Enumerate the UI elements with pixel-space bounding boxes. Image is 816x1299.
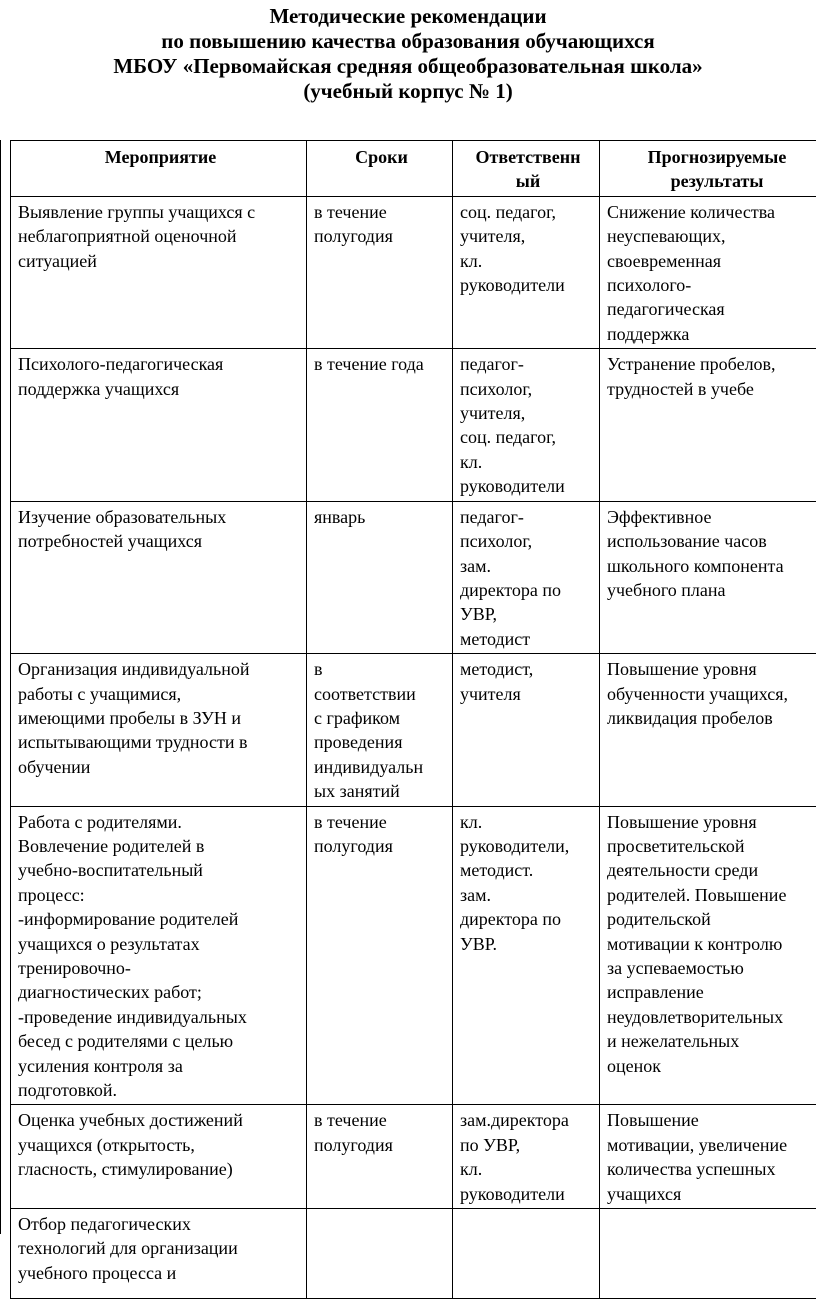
cell-text-line: в течение	[314, 200, 449, 224]
table-row	[11, 654, 816, 806]
cell-text-line: использование часов	[607, 529, 816, 553]
cell-text-line: работы с учащимися,	[18, 682, 303, 706]
cell-text-line: учащихся о результатах	[18, 932, 303, 956]
cell-text-line: просветительской	[607, 834, 816, 858]
cell-text-line: с графиком	[314, 706, 449, 730]
document-title	[0, 4, 816, 104]
cell-text-line: директора по	[460, 907, 596, 931]
cell-event	[11, 349, 307, 501]
cell-results	[600, 1209, 816, 1299]
cell-text-line: руководители	[460, 474, 596, 498]
cell-text-line: по УВР,	[460, 1133, 596, 1157]
cell-text-line: и нежелательных	[607, 1029, 816, 1053]
table-row	[11, 196, 816, 348]
cell-text-line: бесед с родителями с целью	[18, 1029, 303, 1053]
cell-text-line: директора по	[460, 578, 596, 602]
table-row	[11, 1209, 816, 1299]
cell-text-line: гласность, стимулирование)	[18, 1157, 303, 1181]
cell-text-line: Оценка учебных достижений	[18, 1108, 303, 1132]
cell-deadline	[307, 501, 453, 653]
cell-text-line: потребностей учащихся	[18, 529, 303, 553]
cell-text-line: в течение года	[314, 352, 449, 376]
cell-text-line: учебного плана	[607, 578, 816, 602]
cell-results	[600, 349, 816, 501]
cell-text-line: руководители	[460, 273, 596, 297]
header-responsible: Ответственн ый	[453, 141, 600, 197]
cell-responsible	[453, 349, 600, 501]
cell-text-line: психолого-	[607, 273, 816, 297]
cell-text-line: полугодия	[314, 834, 449, 858]
cell-text-line: -информирование родителей	[18, 907, 303, 931]
cell-text-line: имеющими пробелы в ЗУН и	[18, 706, 303, 730]
cell-text-line: обучении	[18, 755, 303, 779]
cell-text-line: неуспевающих,	[607, 224, 816, 248]
table-header-row	[11, 141, 816, 197]
cell-text-line: педагогическая	[607, 297, 816, 321]
table-row	[11, 1105, 816, 1209]
cell-text-line: Выявление группы учащихся с	[18, 200, 303, 224]
recommendations-table	[10, 140, 816, 1299]
cell-text-line: диагностических работ;	[18, 980, 303, 1004]
cell-deadline	[307, 1105, 453, 1209]
cell-text-line: зам.директора	[460, 1108, 596, 1132]
cell-event	[11, 806, 307, 1105]
cell-text-line: кл.	[460, 1157, 596, 1181]
cell-text-line: кл.	[460, 810, 596, 834]
cell-text-line: учителя,	[460, 224, 596, 248]
cell-text-line: Повышение уровня	[607, 810, 816, 834]
cell-text-line: в	[314, 657, 449, 681]
left-margin-rule	[0, 140, 1, 1234]
cell-event	[11, 654, 307, 806]
cell-text-line: учащихся	[607, 1182, 816, 1206]
cell-text-line: Повышение уровня	[607, 657, 816, 681]
cell-text-line: соответствии	[314, 682, 449, 706]
cell-text-line: неудовлетворительных	[607, 1005, 816, 1029]
cell-text-line: Вовлечение родителей в	[18, 834, 303, 858]
cell-text-line: технологий для организации	[18, 1236, 303, 1260]
cell-text-line: учащихся (открытость,	[18, 1133, 303, 1157]
cell-responsible	[453, 196, 600, 348]
cell-results	[600, 654, 816, 806]
cell-event	[11, 501, 307, 653]
cell-text-line: Снижение количества	[607, 200, 816, 224]
cell-text-line: обученности учащихся,	[607, 682, 816, 706]
header-deadline: Сроки	[307, 141, 453, 197]
cell-text-line: полугодия	[314, 224, 449, 248]
cell-text-line: за успеваемостью	[607, 956, 816, 980]
cell-text-line: кл.	[460, 450, 596, 474]
cell-text-line: Организация индивидуальной	[18, 657, 303, 681]
cell-text-line: зам.	[460, 554, 596, 578]
cell-text-line: Изучение образовательных	[18, 505, 303, 529]
cell-text-line: усиления контроля за	[18, 1054, 303, 1078]
header-results: Прогнозируемые результаты	[600, 141, 816, 197]
cell-text-line: неблагоприятной оценочной	[18, 224, 303, 248]
cell-text-line: методист	[460, 627, 596, 651]
table-row	[11, 806, 816, 1105]
cell-text-line: педагог-	[460, 505, 596, 529]
cell-text-line: Устранение пробелов,	[607, 352, 816, 376]
cell-text-line: своевременная	[607, 249, 816, 273]
cell-text-line: Отбор педагогических	[18, 1212, 303, 1236]
cell-responsible	[453, 1105, 600, 1209]
title-line-3: МБОУ «Первомайская средняя общеобразовательная школа»	[0, 54, 816, 79]
cell-text-line: трудностей в учебе	[607, 377, 816, 401]
cell-text-line: методист.	[460, 858, 596, 882]
cell-deadline	[307, 806, 453, 1105]
title-line-1: Методические рекомендации	[0, 4, 816, 29]
title-line-4: (учебный корпус № 1)	[0, 79, 816, 104]
cell-text-line: количества успешных	[607, 1157, 816, 1181]
cell-text-line: методист,	[460, 657, 596, 681]
cell-text-line: психолог,	[460, 529, 596, 553]
cell-text-line: Эффективное	[607, 505, 816, 529]
cell-text-line: учебно-воспитательный	[18, 858, 303, 882]
cell-text-line: в течение	[314, 810, 449, 834]
cell-text-line: соц. педагог,	[460, 425, 596, 449]
cell-text-line: руководители,	[460, 834, 596, 858]
cell-text-line: процесс:	[18, 883, 303, 907]
cell-results	[600, 806, 816, 1105]
cell-results	[600, 501, 816, 653]
cell-event	[11, 1105, 307, 1209]
cell-event	[11, 1209, 307, 1299]
header-event: Мероприятие	[11, 141, 307, 197]
cell-text-line: школьного компонента	[607, 554, 816, 578]
cell-text-line: педагог-	[460, 352, 596, 376]
cell-text-line: зам.	[460, 883, 596, 907]
cell-text-line: руководители	[460, 1182, 596, 1206]
cell-text-line: Повышение	[607, 1108, 816, 1132]
cell-text-line: учителя	[460, 682, 596, 706]
cell-text-line: -проведение индивидуальных	[18, 1005, 303, 1029]
cell-deadline	[307, 196, 453, 348]
cell-text-line: оценок	[607, 1054, 816, 1078]
cell-text-line: Работа с родителями.	[18, 810, 303, 834]
cell-text-line: УВР.	[460, 932, 596, 956]
cell-text-line: полугодия	[314, 1133, 449, 1157]
cell-text-line: родителей. Повышение	[607, 883, 816, 907]
cell-results	[600, 1105, 816, 1209]
cell-responsible	[453, 654, 600, 806]
table-row	[11, 349, 816, 501]
cell-text-line: деятельности среди	[607, 858, 816, 882]
cell-event	[11, 196, 307, 348]
cell-text-line: поддержка учащихся	[18, 377, 303, 401]
cell-text-line: испытывающими трудности в	[18, 730, 303, 754]
cell-text-line: соц. педагог,	[460, 200, 596, 224]
table-row	[11, 501, 816, 653]
cell-text-line: индивидуальн	[314, 755, 449, 779]
cell-text-line: исправление	[607, 980, 816, 1004]
cell-text-line: тренировочно-	[18, 956, 303, 980]
table-body	[11, 196, 816, 1298]
cell-deadline	[307, 349, 453, 501]
cell-text-line: мотивации, увеличение	[607, 1133, 816, 1157]
cell-deadline	[307, 654, 453, 806]
cell-text-line: Психолого-педагогическая	[18, 352, 303, 376]
cell-text-line: родительской	[607, 907, 816, 931]
title-line-2: по повышению качества образования обучающихся	[0, 29, 816, 54]
cell-deadline	[307, 1209, 453, 1299]
cell-text-line: январь	[314, 505, 449, 529]
cell-results	[600, 196, 816, 348]
cell-text-line: в течение	[314, 1108, 449, 1132]
cell-text-line: поддержка	[607, 322, 816, 346]
cell-responsible	[453, 1209, 600, 1299]
cell-responsible	[453, 806, 600, 1105]
cell-text-line: УВР,	[460, 602, 596, 626]
cell-text-line: проведения	[314, 730, 449, 754]
cell-text-line: мотивации к контролю	[607, 932, 816, 956]
cell-text-line: ликвидация пробелов	[607, 706, 816, 730]
cell-text-line: ситуацией	[18, 249, 303, 273]
cell-text-line: ых занятий	[314, 779, 449, 803]
cell-text-line: учебного процесса и	[18, 1261, 303, 1285]
cell-text-line: психолог,	[460, 377, 596, 401]
cell-text-line: подготовкой.	[18, 1078, 303, 1102]
cell-text-line: учителя,	[460, 401, 596, 425]
cell-text-line: кл.	[460, 249, 596, 273]
cell-responsible	[453, 501, 600, 653]
